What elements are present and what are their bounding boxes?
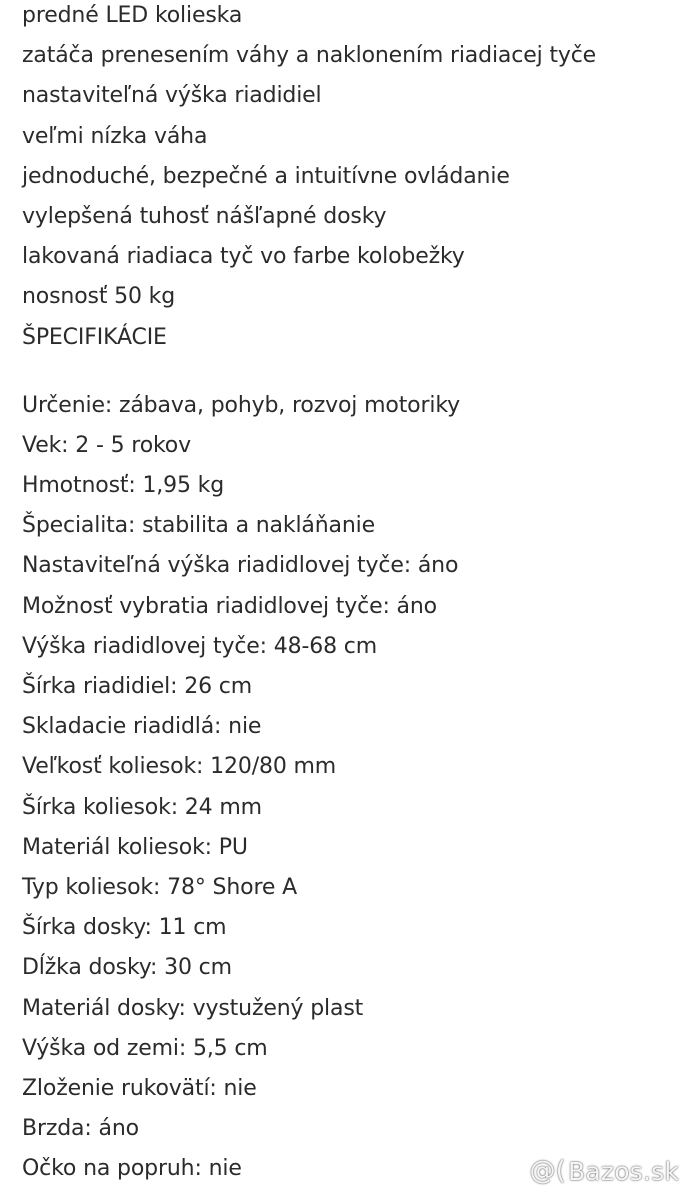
watermark-text: Bazos.sk — [568, 1156, 679, 1186]
spec-item: Výška od zemi: 5,5 cm — [22, 1035, 268, 1061]
spec-item: Šírka riadidiel: 26 cm — [22, 674, 253, 699]
spec-item: Nastaviteľná výška riadidlovej tyče: áno — [22, 553, 459, 579]
bazos-logo-icon: @( — [529, 1156, 567, 1186]
feature-item: nosnosť 50 kg — [22, 284, 176, 310]
spec-item: Veľkosť koliesok: 120/80 mm — [22, 754, 337, 780]
spec-item: Šírka koliesok: 24 mm — [22, 794, 262, 820]
spec-item: Dĺžka dosky: 30 cm — [22, 955, 232, 981]
spec-item: Skladacie riadidlá: nie — [22, 714, 262, 740]
spec-item: Výška riadidlovej tyče: 48-68 cm — [22, 633, 378, 659]
specs-heading: ŠPECIFIKÁCIE — [22, 324, 167, 350]
spec-item: Možnosť vybratia riadidlovej tyče: áno — [22, 593, 437, 619]
feature-item: zatáča prenesením váhy a naklonením riadiacej tyče — [22, 43, 597, 69]
description-text — [22, 0, 682, 1189]
spec-item: Materiál dosky: vystužený plast — [22, 995, 364, 1021]
feature-item: nastaviteľná výška riadidiel — [22, 83, 322, 109]
spec-item: Zloženie rukovätí: nie — [22, 1075, 257, 1101]
section-gap — [22, 358, 682, 386]
feature-item: veľmi nízka váha — [22, 123, 208, 149]
spec-item: Hmotnosť: 1,95 kg — [22, 473, 225, 499]
spec-item: Materiál koliesok: PU — [22, 834, 248, 860]
spec-item: Šírka dosky: 11 cm — [22, 915, 227, 941]
spec-item: Očko na popruh: nie — [22, 1156, 242, 1182]
spec-item: Vek: 2 - 5 rokov — [22, 432, 191, 458]
feature-list — [22, 0, 682, 358]
bazos-watermark — [529, 1156, 679, 1186]
spec-item: Typ koliesok: 78° Shore A — [22, 874, 297, 900]
spec-item: Brzda: áno — [22, 1116, 139, 1142]
spec-list — [22, 386, 682, 1190]
feature-item: jednoduché, bezpečné a intuitívne ovládanie — [22, 163, 510, 189]
spec-item: Určenie: zábava, pohyb, rozvoj motoriky — [22, 392, 461, 418]
feature-item: predné LED kolieska — [22, 3, 243, 28]
feature-item: vylepšená tuhosť nášľapné dosky — [22, 203, 387, 229]
spec-item: Špecialita: stabilita a nakláňanie — [22, 513, 376, 539]
feature-item: lakovaná riadiaca tyč vo farbe kolobežky — [22, 244, 465, 270]
